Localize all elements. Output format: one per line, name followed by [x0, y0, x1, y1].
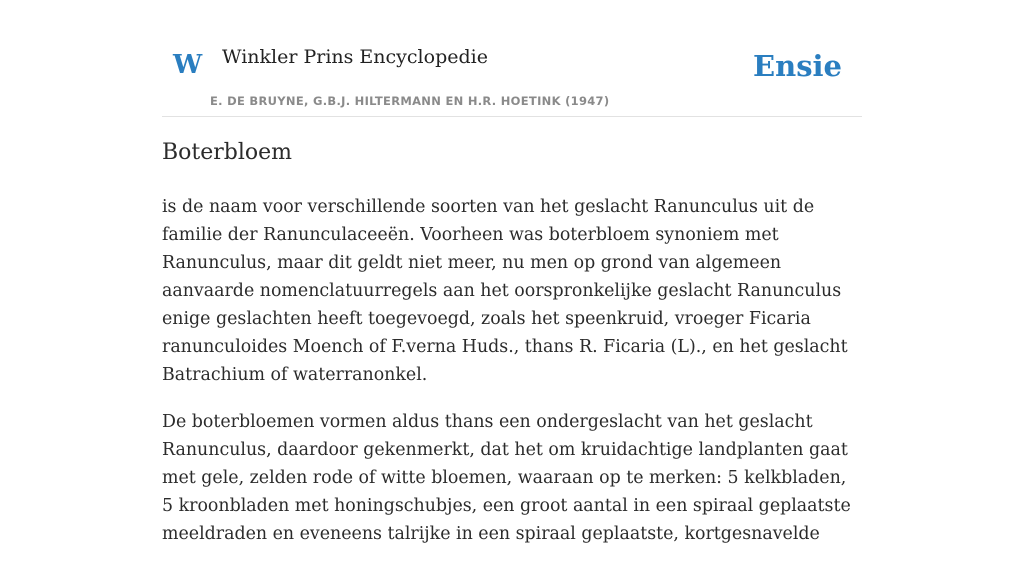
winkler-prins-logo[interactable]: W: [173, 50, 203, 80]
ensie-logo[interactable]: Ensie: [753, 49, 842, 83]
paragraph: is de naam voor verschillende soorten van het geslacht Ranunculus uit de familie der Ranunculaceeën. Voorheen was boterbloem synoniem met Ranunculus, maar dit geldt niet meer, nu men op grond van algemeen aanvaarde nomenclatuurregels aan het oorspronkelijke geslacht Ranunculus enige geslachten heeft toegevoegd, zoals het speenkruid, vroeger Ficaria ranunculoides Moench of F.verna Huds., thans R. Ficaria (L)., en het geslacht Batrachium of waterranonkel.: [162, 197, 848, 385]
book-title[interactable]: Winkler Prins Encyclopedie: [222, 46, 488, 68]
header: [162, 0, 862, 117]
article-body: [162, 193, 862, 567]
authors-line: E. DE BRUYNE, G.B.J. HILTERMANN EN H.R. HOETINK (1947): [210, 94, 610, 108]
paragraph: De boterbloemen vormen aldus thans een ondergeslacht van het geslacht Ranunculus, daardoor gekenmerkt, dat het om kruidachtige landplanten gaat met gele, zelden rode of witte bloemen, waaraan op te merken: 5 kelkbladen, 5 kroonbladen met honingschubjes, een groot aantal in een spiraal geplaatste meeldraden en eveneens talrijke in een spiraal geplaatste, kortgesnavelde: [162, 412, 851, 544]
article-title: Boterbloem: [162, 140, 293, 165]
